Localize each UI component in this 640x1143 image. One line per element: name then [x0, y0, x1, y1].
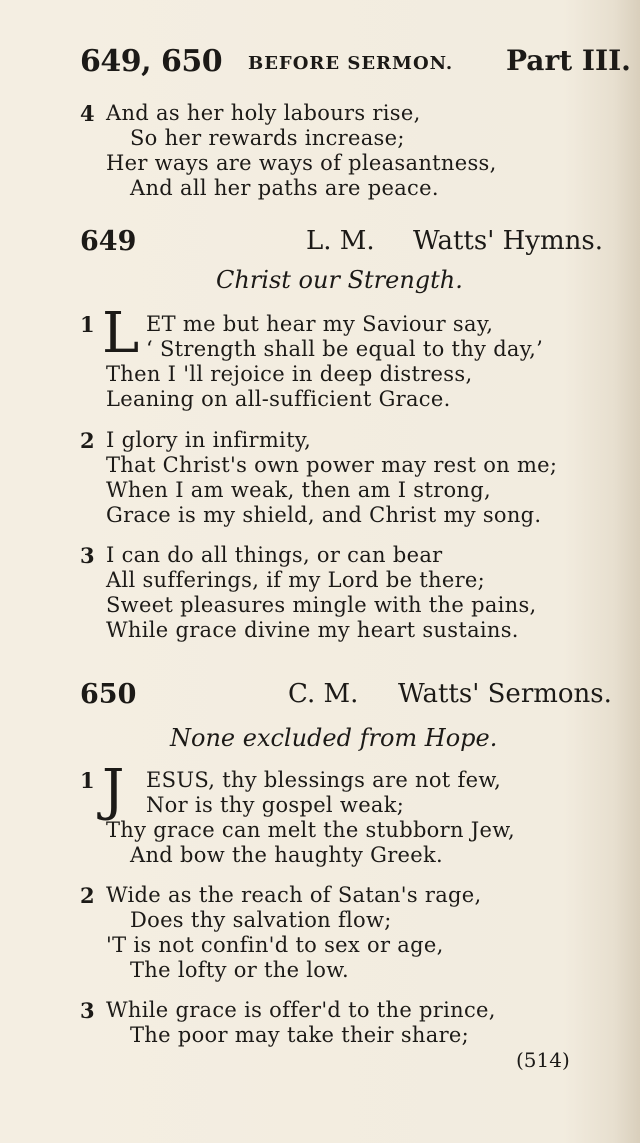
verse-number: 1	[80, 312, 95, 337]
header-hymn-numbers: 649, 650	[80, 44, 223, 79]
hymn-subtitle: Christ our Strength.	[216, 266, 463, 294]
verse-line: Nor is thy gospel weak;	[146, 793, 405, 817]
verse-line: Grace is my shield, and Christ my song.	[106, 503, 542, 527]
header-section-title: BEFORE SERMON.	[248, 53, 454, 74]
hymn-meter: L. M.	[306, 226, 375, 256]
drop-cap: L	[102, 301, 140, 366]
hymn-subtitle: None excluded from Hope.	[170, 724, 498, 752]
verse-line: Leaning on all-sufficient Grace.	[106, 387, 451, 411]
verse-line: All sufferings, if my Lord be there;	[106, 568, 486, 592]
drop-cap: J	[102, 758, 125, 823]
verse-line: Sweet pleasures mingle with the pains,	[106, 593, 537, 617]
verse-line: And as her holy labours rise,	[106, 101, 421, 125]
verse-line: Wide as the reach of Satan's rage,	[106, 883, 482, 907]
verse-line: That Christ's own power may rest on me;	[106, 453, 558, 477]
verse-line: And all her paths are peace.	[130, 176, 439, 200]
verse-line: 'T is not confin'd to sex or age,	[106, 933, 444, 957]
verse-line: While grace divine my heart sustains.	[106, 618, 519, 642]
verse-number: 2	[80, 428, 95, 453]
verse-line: ESUS, thy blessings are not few,	[146, 768, 502, 792]
page-number: (514)	[516, 1048, 570, 1072]
verse-line: When I am weak, then am I strong,	[106, 478, 491, 502]
verse-line: I glory in infirmity,	[106, 428, 312, 452]
verse-number: 4	[80, 101, 95, 126]
verse-number: 1	[80, 768, 95, 793]
hymn-source: Watts' Sermons.	[398, 679, 612, 709]
verse-line: The poor may take their share;	[130, 1023, 470, 1047]
verse-line: And bow the haughty Greek.	[130, 843, 443, 867]
hymn-meter: C. M.	[288, 679, 359, 709]
verse-line: Does thy salvation flow;	[130, 908, 392, 932]
verse-line: While grace is offer'd to the prince,	[106, 998, 496, 1022]
verse-line: ‘ Strength shall be equal to thy day,’	[146, 337, 544, 361]
verse-line: So her rewards increase;	[130, 126, 405, 150]
verse-number: 3	[80, 998, 95, 1023]
verse-line: I can do all things, or can bear	[106, 543, 443, 567]
hymn-source: Watts' Hymns.	[413, 226, 603, 256]
verse-line: Thy grace can melt the stubborn Jew,	[106, 818, 515, 842]
hymn-number: 649	[80, 226, 137, 257]
hymn-number: 650	[80, 679, 137, 710]
header-part: Part III.	[506, 44, 631, 77]
verse-line: The lofty or the low.	[130, 958, 349, 982]
verse-line: Her ways are ways of pleasantness,	[106, 151, 497, 175]
verse-number: 3	[80, 543, 95, 568]
verse-line: Then I 'll rejoice in deep distress,	[106, 362, 473, 386]
verse-number: 2	[80, 883, 95, 908]
verse-line: ET me but hear my Saviour say,	[146, 312, 494, 336]
